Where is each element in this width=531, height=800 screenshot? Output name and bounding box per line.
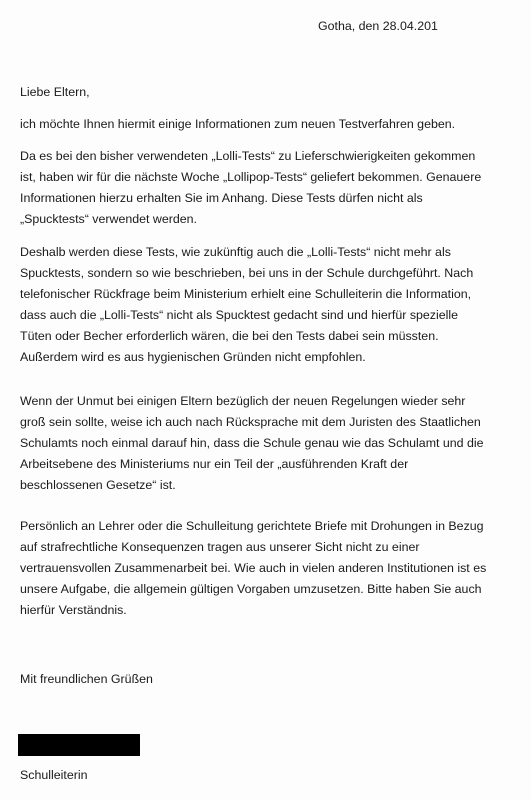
paragraph-4-line: auf strafrechtliche Konsequenzen tragen aus unserer Sicht nicht zu einer [20,540,420,554]
paragraph-3-line: Arbeitsebene des Ministeriums nur ein Teil der „ausführenden Kraft der [20,457,409,471]
paragraph-3-line: Wenn der Unmut bei einigen Eltern bezüglich der neuen Regelungen wieder sehr [20,394,466,408]
paragraph-2-line: telefonischer Rückfrage beim Ministerium erhielt eine Schulleiterin die Information, [20,287,472,301]
paragraph-1-line: Informationen hierzu erhalten Sie im Anhang. Diese Tests dürfen nicht als [20,191,423,205]
redacted-signature-block [18,734,140,756]
paragraph-4-line: vertrauensvollen Zusammenarbeit bei. Wie auch in vielen anderen Institutionen ist es [20,561,487,575]
salutation: Liebe Eltern, [20,85,90,99]
paragraph-1-line: „Spucktests“ verwendet werden. [20,212,197,226]
paragraph-4 [20,516,525,621]
paragraph-2-line: Außerdem wird es aus hygienischen Gründen nicht empfohlen. [20,350,366,364]
paragraph-3-line: beschlossenen Gesetze“ ist. [20,478,176,492]
paragraph-2-line: Deshalb werden diese Tests, wie zukünftig auch die „Lolli-Tests“ nicht mehr als [20,245,451,259]
closing: Mit freundlichen Grüßen [20,672,153,686]
paragraph-4-line: hierfür Verständnis. [20,603,127,617]
paragraph-2 [20,242,525,368]
paragraph-2-line: dass auch die „Lolli-Tests“ nicht als Spucktest gedacht sind und hierfür spezielle [20,308,459,322]
paragraph-3 [20,391,525,496]
signer-title: Schulleiterin [20,768,88,782]
paragraph-4-line: Persönlich an Lehrer oder die Schulleitung gerichtete Briefe mit Drohungen in Bezug [20,519,484,533]
dateline: Gotha, den 28.04.201 [318,19,438,33]
paragraph-4-line: unsere Aufgabe, die allgemein gültigen Vorgaben umzusetzen. Bitte haben Sie auch [20,582,482,596]
paragraph-1-line: Da es bei den bisher verwendeten „Lolli-Tests“ zu Lieferschwierigkeiten gekommen [20,149,476,163]
paragraph-1-line: ist, haben wir für die nächste Woche „Lollipop-Tests“ geliefert bekommen. Genauere [20,170,482,184]
paragraph-2-line: Spucktests, sondern so wie beschrieben, bei uns in der Schule durchgeführt. Nach [20,266,474,280]
paragraph-3-line: groß sein sollte, weise ich auch nach Rücksprache mit dem Juristen des Staatlichen [20,415,481,429]
paragraph-3-line: Schulamts noch einmal darauf hin, dass die Schule genau wie das Schulamt und die [20,436,484,450]
intro-paragraph: ich möchte Ihnen hiermit einige Informationen zum neuen Testverfahren geben. [20,117,456,131]
paragraph-1 [20,146,525,230]
paragraph-2-line: Tüten oder Becher erforderlich wären, die bei den Tests dabei sein müssten. [20,329,439,343]
